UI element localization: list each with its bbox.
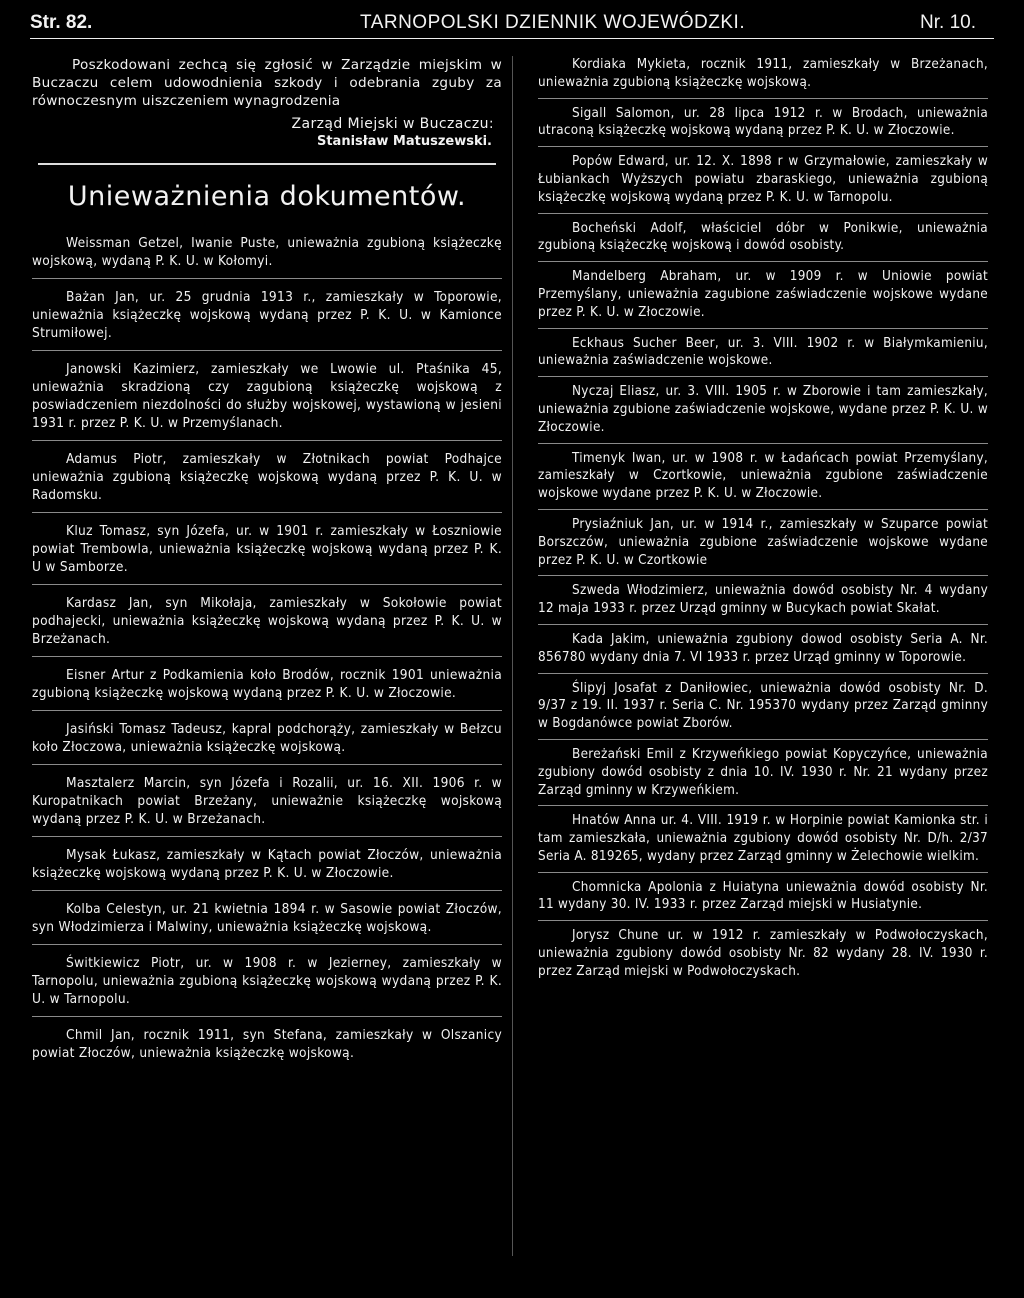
- issue-number: Nr. 10.: [920, 12, 976, 33]
- announcement-entry: Mysak Łukasz, zamieszkały w Kątach powiat Złoczów, unieważnia książeczkę wojskową wydaną przez P. K. U. w Złoczowie.: [32, 846, 502, 891]
- announcement-entry: Kada Jakim, unieważnia zgubiony dowod osobisty Seria A. Nr. 856780 wydany dnia 7. VI 1933 r. przez Urząd gminny w Toporowie.: [538, 631, 988, 674]
- announcement-entry: Eisner Artur z Podkamienia koło Brodów, rocznik 1901 unieważnia zgubioną książeczkę wojskową wydaną przez P. K. U. w Złoczowie.: [32, 666, 502, 711]
- announcement-entry: Prysiaźniuk Jan, ur. w 1914 r., zamieszkały w Szuparce powiat Borszczów, unieważnia zgubione zaświadczenie wojskowe wydane przez P. K. U. w Czortkowie: [538, 516, 988, 576]
- announcement-entry: Kolba Celestyn, ur. 21 kwietnia 1894 r. w Sasowie powiat Złoczów, syn Włodzimierza i Malwiny, unieważnia książeczkę wojskową.: [32, 900, 502, 945]
- announcement-entry: Szweda Włodzimierz, unieważnia dowód osobisty Nr. 4 wydany 12 maja 1933 r. przez Urząd gminny w Bucykach powiat Skałat.: [538, 582, 988, 625]
- announcement-entry: Świtkiewicz Piotr, ur. w 1908 r. w Jezierney, zamieszkały w Tarnopolu, unieważnia zgubioną książeczkę wojskową wydaną przez P. K. U. w Tarnopolu.: [32, 954, 502, 1017]
- page-header: [30, 10, 994, 39]
- notice-text: Poszkodowani zechcą się zgłosić w Zarządzie miejskim w Buczaczu celem udowodnienia szkody i odebrania zguby za równoczesnym uiszczeniem wynagrodzenia: [32, 57, 502, 109]
- newspaper-title: TARNOPOLSKI DZIENNIK WOJEWÓDZKI.: [360, 12, 746, 33]
- announcement-entry: Chmil Jan, rocznik 1911, syn Stefana, zamieszkały w Olszanicy powiat Złoczów, unieważnia książeczkę wojskową.: [32, 1027, 502, 1061]
- announcement-entry: Jorysz Chune ur. w 1912 r. zamieszkały w Podwołoczyskach, unieważnia zgubiony dowód osobisty Nr. 82 wydany 28. IV. 1930 r. przez Zarząd miejski w Podwołoczyskach.: [538, 928, 988, 979]
- section-divider: [38, 163, 496, 165]
- announcement-entry: Timenyk Iwan, ur. w 1908 r. w Ładańcach powiat Przemyślany, zamieszkały w Czortkowie, unieważnia zgubione zaświadczenie wojskowe wydane przez P. K. U. w Złoczowie.: [538, 450, 988, 510]
- announcement-entry: Weissman Getzel, Iwanie Puste, unieważnia zgubioną książeczkę wojskową, wydaną P. K. U. w Kołomyi.: [32, 234, 502, 279]
- notice-signature-name: Stanisław Matuszewski.: [316, 134, 492, 149]
- announcement-entry: Hnatów Anna ur. 4. VIII. 1919 r. w Horpinie powiat Kamionka str. i tam zamieszkała, unieważnia zgubiony dowód osobisty Nr. D/h. 2/37 Seria A. 819265, wydany przez Zarząd gminny w Żelechowie wielkim.: [538, 812, 988, 872]
- right-column: [538, 56, 988, 993]
- announcement-entry: Sigall Salomon, ur. 28 lipca 1912 r. w Brodach, unieważnia utraconą książeczkę wojskową wydaną przez P. K. U. w Złoczowie.: [538, 105, 988, 148]
- announcement-entry: Kordiaka Mykieta, rocznik 1911, zamieszkały w Brzeżanach, unieważnia zgubioną książeczkę wojskową.: [538, 56, 988, 99]
- page-number: Str. 82.: [30, 12, 93, 33]
- announcement-entry: Janowski Kazimierz, zamieszkały we Lwowie ul. Ptaśnika 45, unieważnia skradzioną czy zagubioną książeczkę wojskową z poswiadczeniem niezdolności do służby wojskowej, wystawioną w jesieni 1931 r. przez P. K. U. w Przemyślanach.: [32, 360, 502, 441]
- announcement-entry: Kluz Tomasz, syn Józefa, ur. w 1901 r. zamieszkały w Łoszniowie powiat Trembowla, unieważnia książeczkę wojskową wydaną przez P. K. U w Samborze.: [32, 522, 502, 585]
- column-divider: [512, 56, 513, 1256]
- section-title: Unieważnienia dokumentów.: [67, 181, 467, 212]
- announcement-entry: Masztalerz Marcin, syn Józefa i Rozalii, ur. 16. XII. 1906 r. w Kuropatnikach powiat Brzeżany, unieważnie książeczkę wojskową wydaną przez P. K. U. w Brzeżanach.: [32, 774, 502, 837]
- announcement-entry: Popów Edward, ur. 12. X. 1898 r w Grzymałowie, zamieszkały w Łubiankach Wyższych powiatu zbaraskiego, unieważnia zgubioną książeczkę wojskową wydaną przez P. K. U. w Tarnopolu.: [538, 153, 988, 213]
- announcement-entry: Eckhaus Sucher Beer, ur. 3. VIII. 1902 r. w Białymkamieniu, unieważnia zaświadczenie wojskowe.: [538, 335, 988, 378]
- announcement-entry: Bażan Jan, ur. 25 grudnia 1913 r., zamieszkały w Toporowie, unieważnia książeczkę wojskową wydaną przez P. K. U. w Kamionce Strumiłowej.: [32, 288, 502, 351]
- announcement-entry: Bocheński Adolf, właściciel dóbr w Ponikwie, unieważnia zgubioną książeczkę wojskową i dowód osobisty.: [538, 220, 988, 263]
- announcement-entry: Bereżański Emil z Krzyweńkiego powiat Kopyczyńce, unieważnia zgubiony dowód osobisty z dnia 10. IV. 1930 r. Nr. 21 wydany przez Zarząd gminny w Krzyweńkiem.: [538, 746, 988, 806]
- announcement-entry: Ślipyj Josafat z Daniłowiec, unieważnia dowód osobisty Nr. D. 9/37 z 19. II. 1937 r. Seria C. Nr. 195370 wydany przez Zarząd gminny w Bogdanówce powiat Zborów.: [538, 680, 988, 740]
- announcement-entry: Mandelberg Abraham, ur. w 1909 r. w Uniowie powiat Przemyślany, unieważnia zagubione zaświadczenie wojskowe wydane przez P. K. U. w Złoczowie.: [538, 268, 988, 328]
- left-column: [32, 56, 502, 1079]
- announcement-entry: Chomnicka Apolonia z Huiatyna unieważnia dowód osobisty Nr. 11 wydany 30. IV. 1933 r. przez Zarząd miejski w Husiatynie.: [538, 879, 988, 922]
- announcement-entry: Jasiński Tomasz Tadeusz, kapral podchorąży, zamieszkały w Bełzcu koło Złoczowa, unieważnia książeczkę wojskową.: [32, 720, 502, 765]
- announcement-entry: Adamus Piotr, zamieszkały w Złotnikach powiat Podhajce unieważnia zgubioną książeczkę wojskową wydaną przez P. K. U. w Radomsku.: [32, 450, 502, 513]
- announcement-entry: Kardasz Jan, syn Mikołaja, zamieszkały w Sokołowie powiat podhajecki, unieważnia książeczkę wojskową wydaną przez P. K. U. w Brzeżanach.: [32, 594, 502, 657]
- notice-signature-line: Zarząd Miejski w Buczaczu:: [291, 116, 494, 132]
- announcement-entry: Nyczaj Eliasz, ur. 3. VIII. 1905 r. w Zborowie i tam zamieszkały, unieważnia zgubione zaświadczenie wojskowe, wydane przez P. K. U. w Złoczowie.: [538, 383, 988, 443]
